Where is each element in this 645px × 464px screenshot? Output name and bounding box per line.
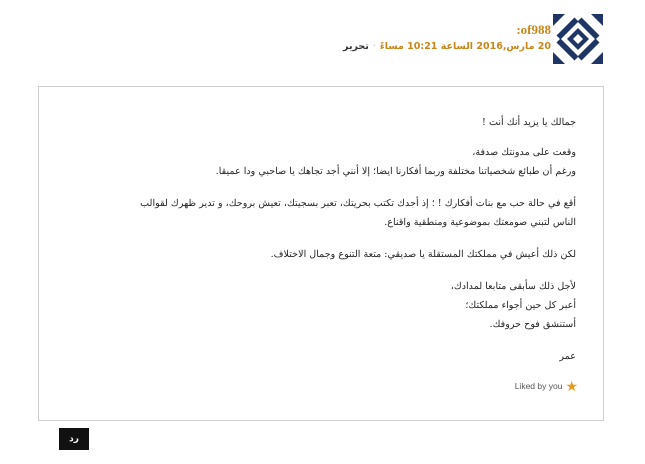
reply-button[interactable]: رد [59,428,89,450]
comment-date[interactable]: 20 مارس,2016 الساعة 10:21 مساءً [379,41,551,52]
comment-line: لأجل ذلك سأبقى متابعا لمدادك، [450,281,576,292]
meta-separator: · [372,41,376,52]
comment-content [59,113,576,379]
comment-line: لكن ذلك أعيش في مملكتك المستقلة يا صديقي: متعة التنوع وجمال الاختلاف. [270,249,576,260]
edit-link[interactable]: تحرير [343,41,369,52]
comment-line: أقع في حالة حب مع بنات أفكارك ! ؛ إذ أجدك تكتب بحريتك، تعبر بسجيتك، تعيش بروحك، و تدير ظهرك لقوالب [140,198,576,209]
avatar[interactable] [551,12,605,66]
likes-label: Liked by you [514,381,563,391]
comment-meta [343,22,551,55]
comment-line: ورغم أن طبائع شخصياتنا مختلفة وربما أفكارنا ايضا؛ إلا أنني أجد تجاهك يا صاحبي ودا عميقا. [215,166,576,177]
comment-box [38,86,604,421]
comment-paragraph [59,245,576,264]
comment-line: الناس لتبني صومعتك بموضوعية ومنطقية واقناع. [384,217,576,228]
like-status[interactable] [515,380,578,392]
comment-date-line [343,39,551,55]
comment-line: وقعت على مدونتك صدفة، [472,147,576,158]
comment-paragraph [59,143,576,181]
comment-paragraph [59,277,576,334]
comment-line: أستنشق فوح حروفك. [489,319,576,330]
comment-paragraph [59,194,576,232]
comment-line: أعبر كل حين أجواء مملكتك؛ [465,300,576,311]
comment-line: جمالك يا يزيد أنك أنت ! [482,117,576,128]
comment-paragraph [59,347,576,366]
comment-paragraph [59,113,576,132]
comment-author[interactable]: :of988 [516,22,551,37]
comment-signature: عمر [559,351,576,362]
star-icon[interactable]: ★ [565,378,578,394]
